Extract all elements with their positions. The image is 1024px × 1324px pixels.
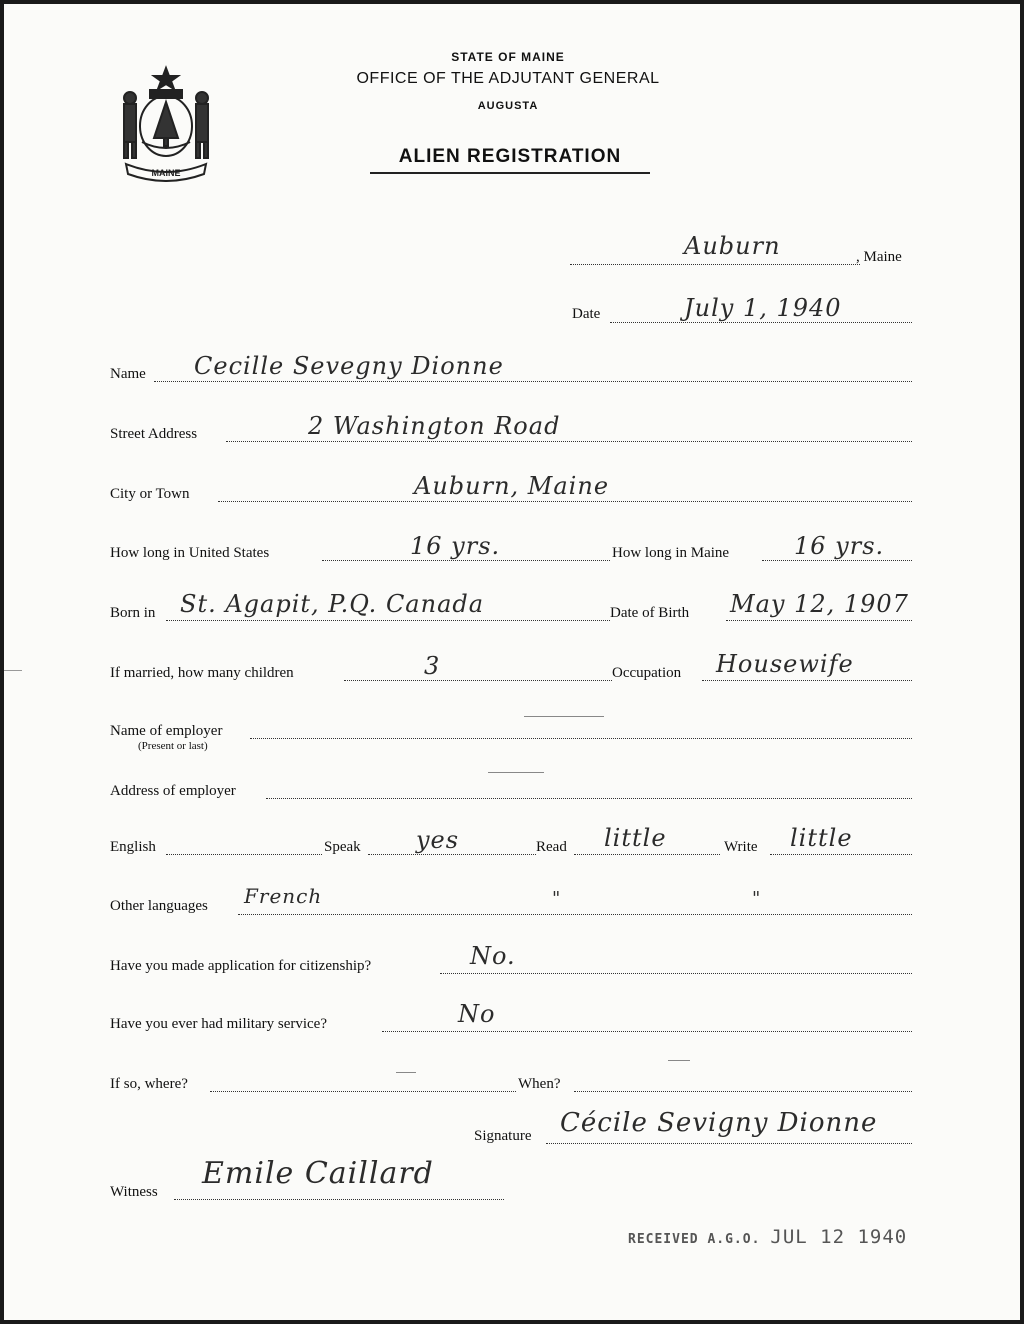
city-label: City or Town xyxy=(110,486,190,502)
how-long-maine-value: 16 yrs. xyxy=(794,532,885,560)
where-dash xyxy=(396,1072,416,1073)
speak-value: yes xyxy=(416,826,460,854)
speak-label: Speak xyxy=(324,839,361,855)
employer-label: Name of employer xyxy=(110,723,223,739)
dob-value: May 12, 1907 xyxy=(730,590,909,618)
write-value: little xyxy=(790,824,853,852)
employer-note: (Present or last) xyxy=(138,740,208,752)
witness-label: Witness xyxy=(110,1184,158,1200)
form-title: ALIEN REGISTRATION xyxy=(370,146,650,174)
received-stamp xyxy=(628,1226,907,1248)
city-value: Auburn, Maine xyxy=(414,472,610,500)
write-line xyxy=(770,854,912,855)
street-line xyxy=(226,441,912,442)
signature-value: Cécile Sevigny Dionne xyxy=(560,1108,878,1138)
other-languages-line xyxy=(238,914,912,915)
read-value: little xyxy=(604,824,667,852)
read-label: Read xyxy=(536,839,567,855)
employer-address-label: Address of employer xyxy=(110,783,236,799)
city-heading: AUGUSTA xyxy=(477,100,539,112)
where-line xyxy=(210,1091,516,1092)
town-value: Auburn xyxy=(684,232,781,260)
occupation-line xyxy=(702,680,912,681)
name-label: Name xyxy=(110,366,146,382)
dob-line xyxy=(726,620,912,621)
when-dash xyxy=(668,1060,690,1061)
military-line xyxy=(382,1031,912,1032)
citizenship-line xyxy=(440,973,912,974)
how-long-us-line xyxy=(322,560,610,561)
how-long-us-label: How long in United States xyxy=(110,545,270,561)
signature-line xyxy=(546,1143,912,1144)
maine-label: , Maine xyxy=(856,249,902,265)
signature-label: Signature xyxy=(474,1128,532,1144)
speak-line xyxy=(368,854,536,855)
margin-mark xyxy=(4,670,22,671)
other-languages-label: Other languages xyxy=(110,898,208,914)
street-label: Street Address xyxy=(110,426,198,442)
employer-dash xyxy=(524,716,604,717)
city-line xyxy=(218,501,912,502)
how-long-maine-label: How long in Maine xyxy=(612,545,730,561)
when-line xyxy=(574,1091,912,1092)
military-value: No xyxy=(458,1000,496,1028)
office-heading: OFFICE OF THE ADJUTANT GENERAL xyxy=(356,70,660,87)
employer-address-line xyxy=(266,798,912,799)
born-in-label: Born in xyxy=(110,605,156,621)
born-in-line xyxy=(166,620,610,621)
write-label: Write xyxy=(724,839,758,855)
date-label: Date xyxy=(572,306,601,322)
children-line xyxy=(344,680,612,681)
other-language-write-value: " xyxy=(752,888,762,909)
employer-address-dash xyxy=(488,772,544,773)
seal-banner-text: MAINE xyxy=(151,168,181,178)
children-label: If married, how many children xyxy=(110,665,294,681)
citizenship-value: No. xyxy=(470,942,516,970)
date-value: July 1, 1940 xyxy=(684,294,842,322)
registration-form xyxy=(4,4,1020,1320)
witness-value: Emile Caillard xyxy=(202,1156,434,1191)
where-label: If so, where? xyxy=(110,1076,188,1092)
received-stamp-date: JUL 12 1940 xyxy=(770,1226,908,1248)
witness-line xyxy=(174,1199,504,1200)
town-line xyxy=(570,264,860,265)
occupation-value: Housewife xyxy=(716,650,854,678)
other-language-read-value: " xyxy=(552,888,562,909)
read-line xyxy=(574,854,720,855)
how-long-us-value: 16 yrs. xyxy=(410,532,501,560)
english-line xyxy=(166,854,322,855)
other-language-value: French xyxy=(244,884,323,908)
english-label: English xyxy=(110,839,156,855)
citizenship-label: Have you made application for citizenship? xyxy=(110,958,372,974)
employer-line xyxy=(250,738,912,739)
born-in-value: St. Agapit, P.Q. Canada xyxy=(180,590,485,618)
name-line xyxy=(154,381,912,382)
street-value: 2 Washington Road xyxy=(308,412,561,440)
when-label: When? xyxy=(518,1076,561,1092)
how-long-maine-line xyxy=(762,560,912,561)
occupation-label: Occupation xyxy=(612,665,682,681)
dob-label: Date of Birth xyxy=(610,605,690,621)
received-stamp-label: RECEIVED A.G.O. xyxy=(628,1232,761,1247)
state-heading: STATE OF MAINE xyxy=(451,50,565,64)
military-label: Have you ever had military service? xyxy=(110,1016,327,1032)
children-value: 3 xyxy=(424,652,441,680)
name-value: Cecille Sevegny Dionne xyxy=(194,352,504,380)
date-line xyxy=(610,322,912,323)
